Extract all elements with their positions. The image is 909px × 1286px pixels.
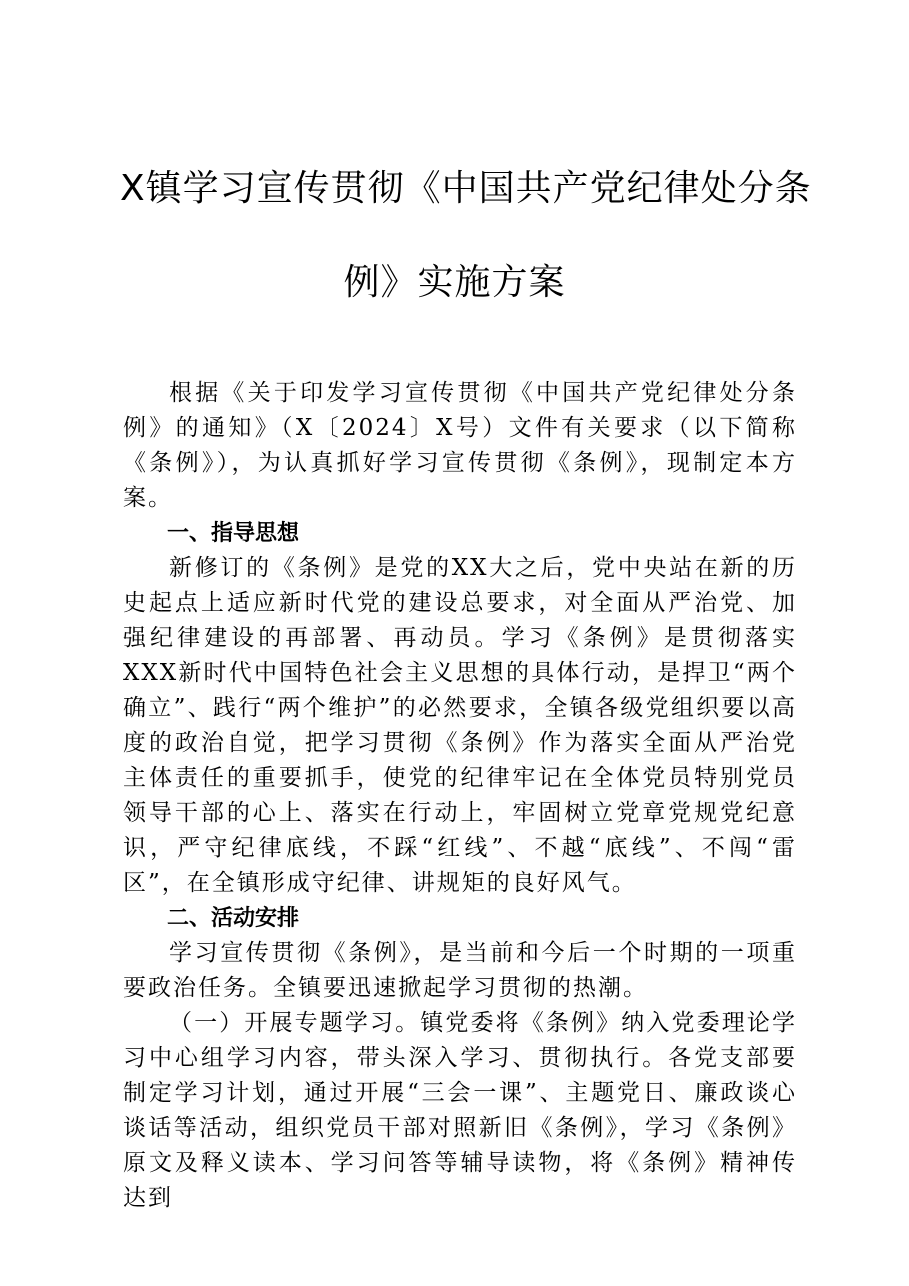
document-title-line-2: 例》实施方案 xyxy=(343,262,566,303)
section-1-heading: 一、指导思想 xyxy=(167,521,300,546)
document-title-line-1: X镇学习宣传贯彻《中国共产党纪律处分条 xyxy=(120,168,812,209)
section-1-paragraph: 新修订的《条例》是党的XX大之后，党中央站在新的历史起点上适应新时代党的建设总要求，对全面从严治党、加强纪律建设的再部署、再动员。学习《条例》是贯彻落实XXX新时代中国特色社会主义思想的具体行动，是捍卫“两个确立”、践行“两个维护”的必然要求，全镇各级党组织要以高度的政治自觉，把学习贯彻《条例》作为落实全面从严治党主体责任的重要抓手，使党的纪律牢记在全体党员特别党员领导干部的心上、落实在行动上，牢固树立党章党规党纪意识，严守纪律底线，不踩“红线”、不越“底线”、不闯“雷区”，在全镇形成守纪律、讲规矩的良好风气。 xyxy=(123,555,797,896)
intro-paragraph: 根据《关于印发学习宣传贯彻《中国共产党纪律处分条例》的通知》（X〔2024〕X号）文件有关要求（以下简称《条例》），为认真抓好学习宣传贯彻《条例》，现制定本方案。 xyxy=(123,380,797,511)
section-2-item-1-paragraph: （一）开展专题学习。镇党委将《条例》纳入党委理论学习中心组学习内容，带头深入学习、贯彻执行。各党支部要制定学习计划，通过开展“三会一课”、主题党日、廉政谈心谈话等活动，组织党员干部对照新旧《条例》，学习《条例》原文及释义读本、学习问答等辅导读物，将《条例》精神传达到 xyxy=(123,1010,797,1211)
section-2-heading: 二、活动安排 xyxy=(167,906,300,931)
section-2-paragraph: 学习宣传贯彻《条例》，是当前和今后一个时期的一项重要政治任务。全镇要迅速掀起学习贯彻的热潮。 xyxy=(123,940,797,1001)
document-body xyxy=(123,376,797,1216)
